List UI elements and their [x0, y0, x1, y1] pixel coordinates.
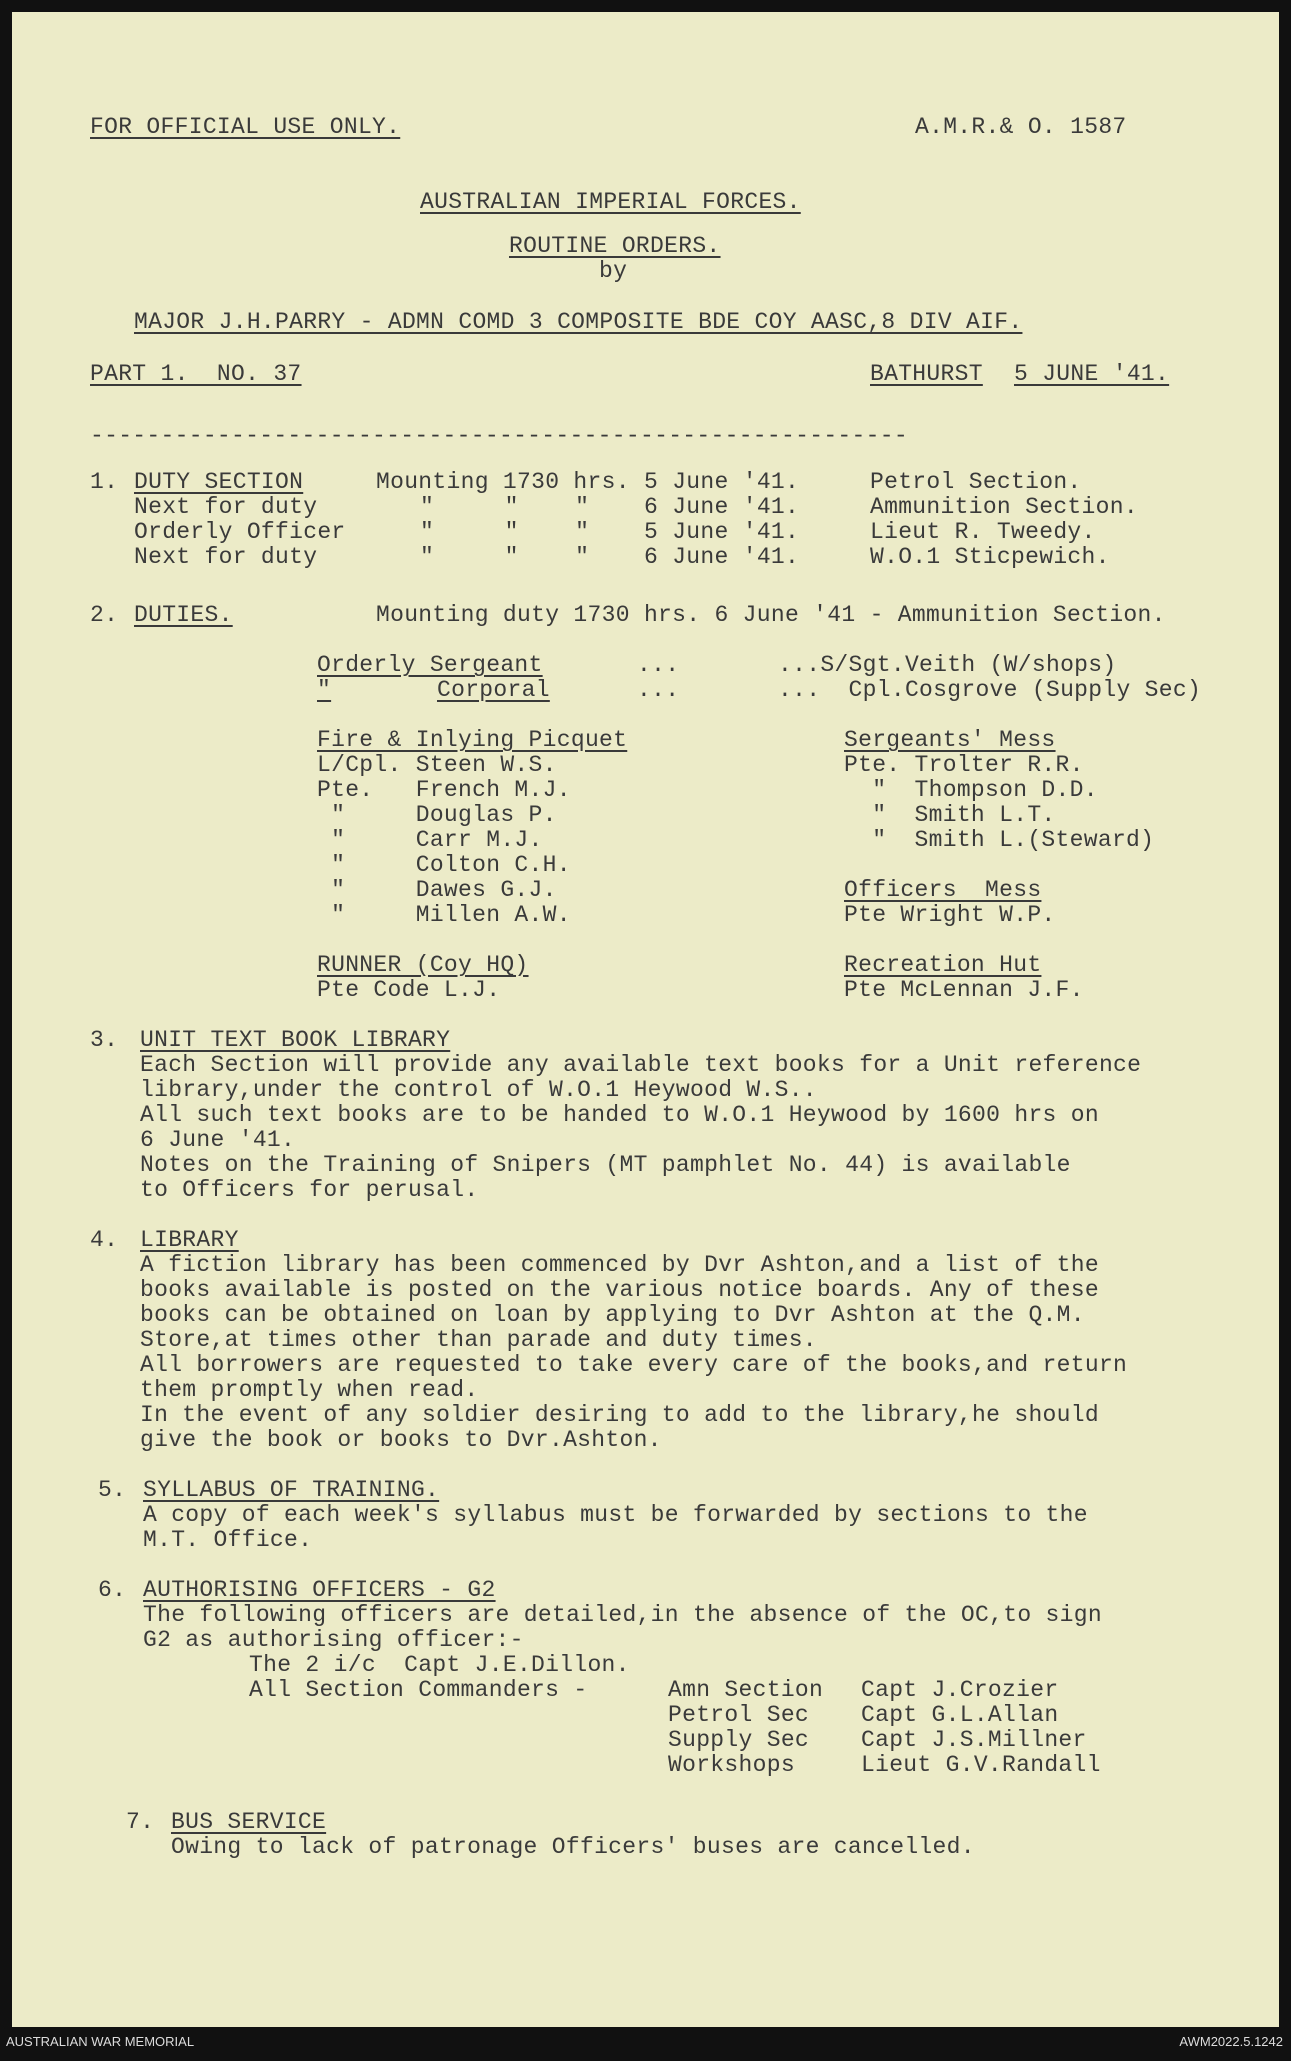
body-line: to Officers for perusal. [140, 1177, 479, 1203]
duty-date: 5 June '41. [644, 519, 800, 545]
routine-orders-title: ROUTINE ORDERS. [509, 233, 721, 259]
officers-mess-member: Pte Wright W.P. [844, 902, 1056, 928]
picquet-member: " Millen A.W. [317, 902, 571, 928]
document-page [12, 12, 1279, 2027]
corporal-label: Corporal [437, 677, 550, 703]
duty-date: 6 June '41. [644, 494, 800, 520]
section-number: 6. [98, 1577, 127, 1603]
runner-member: Pte Code L.J. [317, 977, 501, 1003]
sergeants-mess-member: " Smith L.T. [844, 802, 1056, 828]
officer-name: Capt G.L.Allan [861, 1702, 1059, 1728]
officer-name: Capt J.Crozier [861, 1677, 1059, 1703]
footer-accession-number: AWM2022.5.1242 [1179, 2034, 1283, 2049]
body-line: Each Section will provide any available text books for a Unit reference [140, 1052, 1142, 1078]
footer-credit: AUSTRALIAN WAR MEMORIAL [6, 2034, 195, 2049]
duties-mounting: Mounting duty 1730 hrs. 6 June '41 - Ammunition Section. [376, 602, 1166, 628]
force-title: AUSTRALIAN IMPERIAL FORCES. [420, 189, 801, 215]
corporal-value: ... ... Cpl.Cosgrove (Supply Sec) [637, 677, 1202, 703]
place: BATHURST [870, 361, 983, 387]
body-line: G2 as authorising officer:- [143, 1627, 524, 1653]
picquet-title: Fire & Inlying Picquet [317, 727, 628, 753]
duty-label: Next for duty [134, 544, 318, 570]
duty-desc: " " " [420, 544, 590, 570]
officer-section: Amn Section [668, 1677, 824, 1703]
sergeants-mess-member: Pte. Trolter R.R. [844, 752, 1084, 778]
body-line: A fiction library has been commenced by Dvr Ashton,and a list of the [140, 1252, 1099, 1278]
body-line: All such text books are to be handed to W.O.1 Heywood by 1600 hrs on [140, 1102, 1099, 1128]
duty-date: 5 June '41. [644, 469, 800, 495]
picquet-member: L/Cpl. Steen W.S. [317, 752, 557, 778]
duty-assignment: Petrol Section. [870, 469, 1082, 495]
duty-label: Orderly Officer [134, 519, 346, 545]
body-line: them promptly when read. [140, 1377, 479, 1403]
duty-assignment: Ammunition Section. [870, 494, 1138, 520]
section-title: UNIT TEXT BOOK LIBRARY [140, 1027, 451, 1053]
all-section-commanders: All Section Commanders - [249, 1677, 588, 1703]
section-number: 5. [98, 1477, 127, 1503]
officer-name: Capt J.S.Millner [861, 1727, 1087, 1753]
picquet-member: " Carr M.J. [317, 827, 543, 853]
section-title: DUTY SECTION [134, 469, 304, 495]
picquet-member: " Dawes G.J. [317, 877, 557, 903]
body-line: Owing to lack of patronage Officers' buses are cancelled. [171, 1834, 975, 1860]
picquet-member: " Douglas P. [317, 802, 557, 828]
duty-label: Next for duty [134, 494, 318, 520]
recreation-hut-title: Recreation Hut [844, 952, 1042, 978]
document-reference: A.M.R.& O. 1587 [915, 114, 1127, 140]
second-in-command: The 2 i/c Capt J.E.Dillon. [249, 1652, 630, 1678]
duty-desc: " " " [420, 519, 590, 545]
duty-desc: Mounting 1730 hrs. [376, 469, 630, 495]
separator-rule: ---------------------------------------------------------- [90, 423, 908, 449]
officer-section: Petrol Sec [668, 1702, 810, 1728]
orderly-sergeant-value: ... ...S/Sgt.Veith (W/shops) [637, 652, 1117, 678]
section-title: AUTHORISING OFFICERS - G2 [143, 1577, 496, 1603]
body-line: library,under the control of W.O.1 Heywood W.S.. [140, 1077, 817, 1103]
duty-assignment: W.O.1 Sticpewich. [870, 544, 1110, 570]
body-line: Notes on the Training of Snipers (MT pamphlet No. 44) is available [140, 1152, 1071, 1178]
section-title: BUS SERVICE [171, 1809, 327, 1835]
runner-title: RUNNER (Coy HQ) [317, 952, 529, 978]
section-number: 1. [90, 469, 119, 495]
order-date: 5 JUNE '41. [1014, 361, 1170, 387]
part-number: PART 1. NO. 37 [90, 361, 302, 387]
officers-mess-title: Officers Mess [844, 877, 1042, 903]
section-number: 3. [90, 1027, 119, 1053]
section-number: 2. [90, 602, 119, 628]
orderly-sergeant-label: Orderly Sergeant [317, 652, 543, 678]
body-line: In the event of any soldier desiring to add to the library,he should [140, 1402, 1099, 1428]
corporal-ditto: " [317, 677, 332, 703]
duty-date: 6 June '41. [644, 544, 800, 570]
official-use-label: FOR OFFICIAL USE ONLY. [90, 114, 401, 140]
body-line: All borrowers are requested to take every care of the books,and return [140, 1352, 1128, 1378]
body-line: Store,at times other than parade and duty times. [140, 1327, 817, 1353]
body-line: give the book or books to Dvr.Ashton. [140, 1427, 662, 1453]
duty-desc: " " " [420, 494, 590, 520]
section-title: LIBRARY [140, 1227, 239, 1253]
officer-name: Lieut G.V.Randall [861, 1752, 1101, 1778]
picquet-member: Pte. French M.J. [317, 777, 571, 803]
body-line: books available is posted on the various notice boards. Any of these [140, 1277, 1099, 1303]
sergeants-mess-member: " Thompson D.D. [844, 777, 1098, 803]
section-number: 4. [90, 1227, 119, 1253]
sergeants-mess-member: " Smith L.(Steward) [844, 827, 1155, 853]
picquet-member: " Colton C.H. [317, 852, 571, 878]
body-line: The following officers are detailed,in the absence of the OC,to sign [143, 1602, 1102, 1628]
body-line: books can be obtained on loan by applying to Dvr Ashton at the Q.M. [140, 1302, 1085, 1328]
officer-section: Workshops [668, 1752, 795, 1778]
body-line: 6 June '41. [140, 1127, 296, 1153]
officer-section: Supply Sec [668, 1727, 810, 1753]
section-number: 7. [126, 1809, 155, 1835]
section-title: DUTIES. [134, 602, 233, 628]
recreation-hut-member: Pte McLennan J.F. [844, 977, 1084, 1003]
body-line: A copy of each week's syllabus must be forwarded by sections to the [143, 1502, 1088, 1528]
duty-assignment: Lieut R. Tweedy. [870, 519, 1096, 545]
section-title: SYLLABUS OF TRAINING. [143, 1477, 440, 1503]
sergeants-mess-title: Sergeants' Mess [844, 727, 1056, 753]
by-label: by [599, 258, 628, 284]
body-line: M.T. Office. [143, 1527, 313, 1553]
commander-line: MAJOR J.H.PARRY - ADMN COMD 3 COMPOSITE BDE COY AASC,8 DIV AIF. [134, 309, 1023, 335]
